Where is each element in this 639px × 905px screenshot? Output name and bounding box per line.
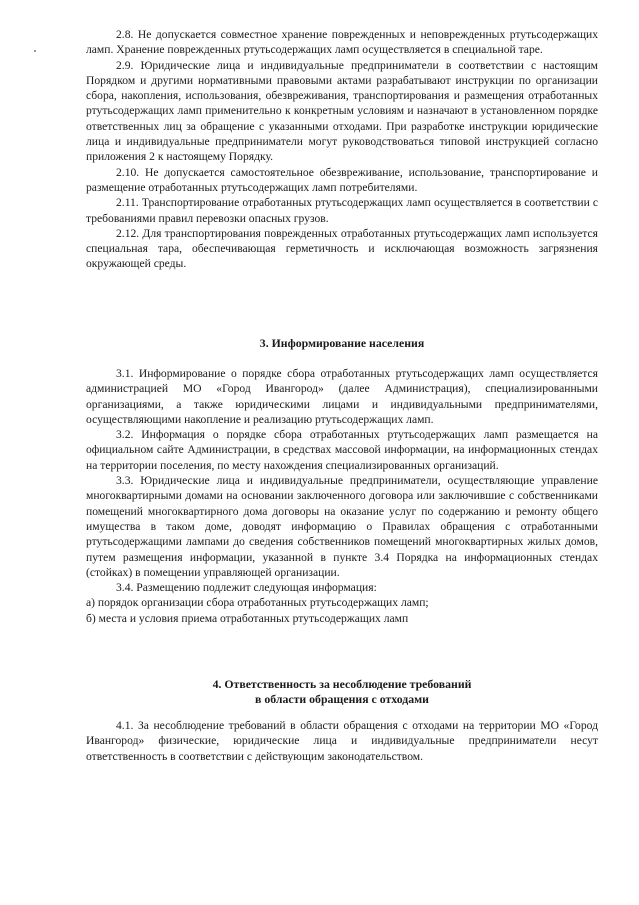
list-item-b: б) места и условия приема отработанных ртутьсодержащих ламп — [86, 611, 409, 625]
section-4-heading — [86, 677, 598, 707]
section-4-title-line-2: в области обращения с отходами — [255, 692, 429, 706]
section-4-title-line-1: 4. Ответственность за несоблюдение требований — [212, 677, 472, 691]
paragraph-2-8: 2.8. Не допускается совместное хранение поврежденных и неповрежденных ртутьсодержащих ламп. Хранение поврежденных ртутьсодержащих ламп осуществляется в специальной таре. — [86, 28, 598, 57]
paragraph-2-10: 2.10. Не допускается самостоятельное обезвреживание, использование, транспортирование и размещение отработанных ртутьсодержащих ламп потребителями. — [86, 165, 598, 194]
paragraph-3-4: 3.4. Размещению подлежит следующая информация: — [116, 581, 377, 595]
section-2-continuation — [86, 27, 598, 272]
section-3-heading — [86, 336, 598, 351]
paragraph-2-11: 2.11. Транспортирование отработанных ртутьсодержащих ламп осуществляется в соответствии с требованиями правил перевозки опасных грузов. — [86, 196, 598, 225]
paragraph-3-2: 3.2. Информация о порядке сбора отработанных ртутьсодержащих ламп размещается на официальном сайте Администрации, в средствах массовой информации, на информационных стендах на территории поселения, по месту нахождения специализированных организаций. — [86, 428, 598, 472]
paragraph-4-1: 4.1. За несоблюдение требований в области обращения с отходами на территории МО «Город Ивангород» физические, юридические лица и индивидуальные предприниматели несут ответственность в соответствии с действующим законодательством. — [86, 719, 598, 763]
scan-speck — [34, 50, 36, 52]
list-item-a: а) порядок организации сбора отработанных ртутьсодержащих ламп; — [86, 596, 429, 610]
paragraph-2-9: 2.9. Юридические лица и индивидуальные предприниматели в соответствии с настоящим Порядком и другими нормативными правовыми актами разрабатывают инструкции по организации сбора, накопления, использования, обезвреживания, транспортирования и размещения отработанных ртутьсодержащих ламп применительно к конкретным условиям и назначают в установленном порядке ответственных лиц за обращение с указанными отходами. При разработке инструкции юридические лица и индивидуальные предприниматели могут руководствоваться типовой инструкцией согласно приложения 2 к настоящему Порядку. — [86, 58, 598, 164]
section-3-body — [86, 366, 598, 626]
paragraph-3-3: 3.3. Юридические лица и индивидуальные предприниматели, осуществляющие управление многоквартирными домами на основании заключенного договора или заключившие с собственниками помещений многоквартирного дома договоры на оказание услуг по содержанию и ремонту общего имущества в таком доме, доводят информацию о Правилах обращения с отработанными ртутьсодержащими лампами до сведения собственников помещений многоквартирных жилых домов, путем размещения информации, указанной в пункте 3.4 Порядка на информационных стендах (стойках) в помещении управляющей организации. — [86, 474, 598, 579]
section-4-body — [86, 718, 598, 764]
paragraph-3-1: 3.1. Информирование о порядке сбора отработанных ртутьсодержащих ламп осуществляется администрацией МО «Город Ивангород» (далее Администрация), специализированными организациями, а также юридическими лицами и индивидуальными предпринимателями, осуществляющими накопление и реализацию ртутьсодержащих ламп. — [86, 367, 598, 426]
section-3-title: 3. Информирование населения — [259, 336, 425, 350]
paragraph-2-12: 2.12. Для транспортирования поврежденных отработанных ртутьсодержащих ламп используется специальная тара, обеспечивающая герметичность и исключающая возможность загрязнения окружающей среды. — [86, 226, 598, 271]
